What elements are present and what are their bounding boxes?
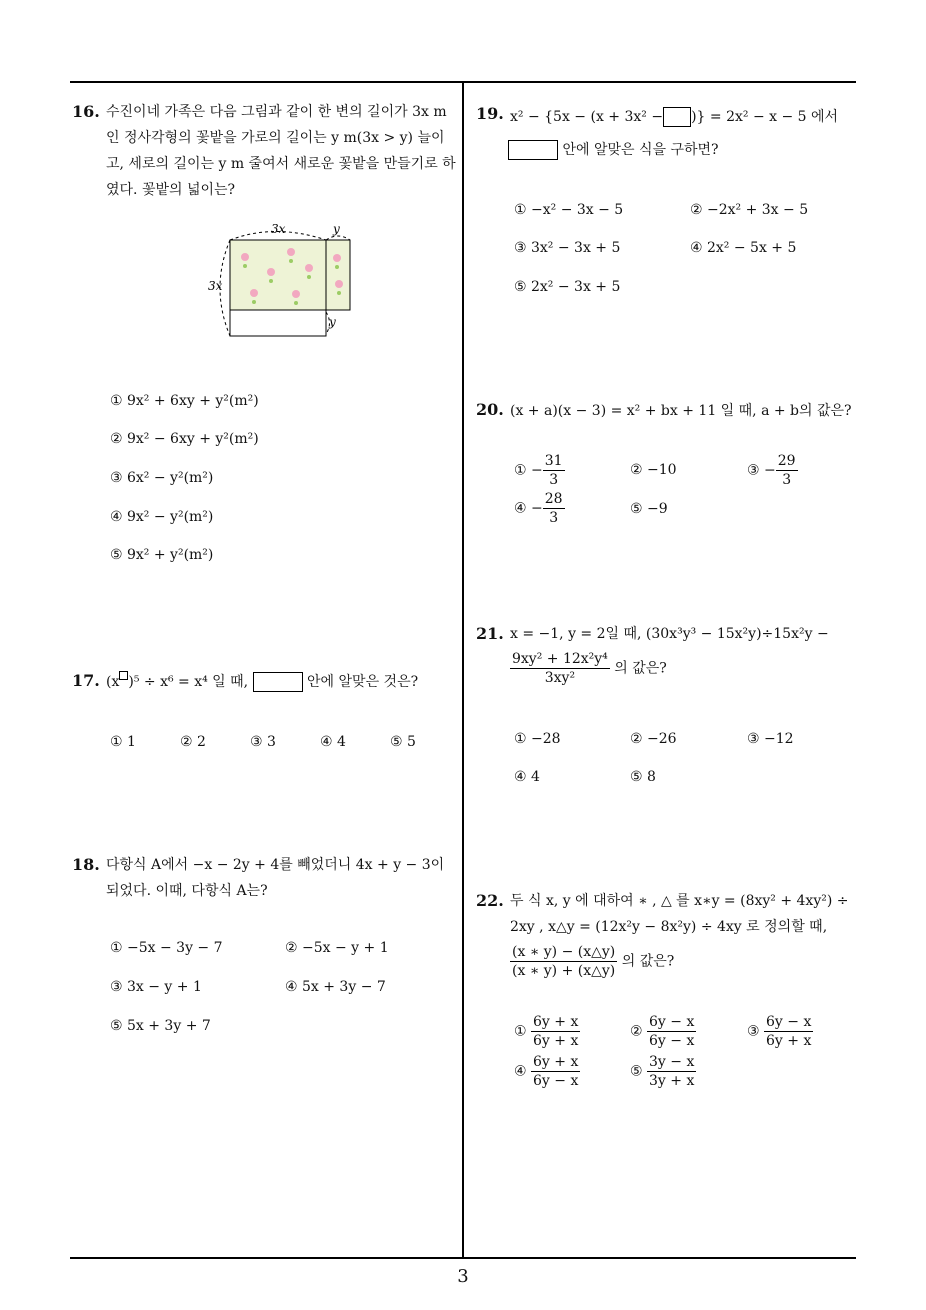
- q22-option-3[interactable]: [747, 1013, 813, 1050]
- q22-option-5-mark: ⑤: [630, 1063, 643, 1080]
- q21-fraction: [510, 650, 610, 687]
- q20-option-3-sign: −: [764, 462, 776, 479]
- q17-option-5[interactable]: ⑤ 5: [390, 734, 416, 750]
- q22-option-1-mark: ①: [514, 1023, 527, 1040]
- q20-number: 20.: [476, 400, 504, 419]
- q20-option-1-num: 31: [544, 453, 563, 469]
- q19-answer-box: [508, 140, 558, 160]
- q16-figure-side-label: 3x: [208, 279, 223, 293]
- q22-option-3-num: 6y − x: [766, 1014, 812, 1030]
- q20-option-3[interactable]: [747, 452, 798, 489]
- q20-option-4-sign: −: [531, 500, 543, 517]
- q22-option-2-num: 6y − x: [649, 1014, 695, 1030]
- q22-option-3-mark: ③: [747, 1023, 760, 1040]
- q17-text-b: )⁵ ÷ x⁶ = x⁴ 일 때,: [128, 674, 249, 690]
- q20-option-3-den: 3: [782, 472, 792, 488]
- q20-option-1-den: 3: [549, 472, 559, 488]
- q22-option-5[interactable]: [630, 1053, 696, 1090]
- q16-option-5[interactable]: ⑤ 9x² + y²(m²): [110, 547, 214, 563]
- q20-option-5[interactable]: [630, 501, 668, 517]
- bottom-rule: [70, 1257, 856, 1259]
- q22-option-5-frac: [647, 1053, 696, 1090]
- q21-option-2[interactable]: ② −26: [630, 731, 677, 747]
- q22-frac-den: (x ∗ y) + (x△y): [512, 963, 616, 979]
- q20-option-4[interactable]: [514, 490, 565, 527]
- q17-option-4[interactable]: ④ 4: [320, 734, 346, 750]
- q18-option-4[interactable]: ④ 5x + 3y − 7: [285, 979, 386, 995]
- q19-option-5[interactable]: ⑤ 2x² − 3x + 5: [514, 279, 621, 295]
- q21-number: 21.: [476, 624, 504, 643]
- q22-option-5-num: 3y − x: [649, 1054, 695, 1070]
- q20-option-1-frac: [543, 452, 565, 489]
- q22-option-1-num: 6y + x: [533, 1014, 579, 1030]
- q16-option-1[interactable]: ① 9x² + 6xy + y²(m²): [110, 393, 259, 409]
- q20-option-4-mark: ④: [514, 500, 527, 517]
- q16-figure: [205, 220, 355, 345]
- q22-option-2[interactable]: [630, 1013, 696, 1050]
- q19-number: 19.: [476, 104, 504, 123]
- q20-option-2-text: −10: [647, 462, 677, 478]
- q16-option-2[interactable]: ② 9x² − 6xy + y²(m²): [110, 431, 259, 447]
- q21-tail: 의 값은?: [614, 660, 667, 677]
- q19-inner-box: [663, 107, 691, 127]
- page-number: 3: [457, 1266, 469, 1287]
- q20-option-4-den: 3: [549, 510, 559, 526]
- q16-figure-top-label: 3x: [271, 222, 286, 236]
- q17-text-a: (x: [106, 674, 120, 690]
- q20-option-2-mark: ②: [630, 462, 643, 478]
- q20-text: (x + a)(x − 3) = x² + bx + 11 일 때, a + b의 값은?: [510, 403, 852, 419]
- q22-option-2-den: 6y − x: [649, 1033, 695, 1049]
- q16-figure-y-top: y: [333, 222, 340, 236]
- q21-option-5[interactable]: ⑤ 8: [630, 769, 656, 785]
- q17-text-c: 안에 알맞은 것은?: [307, 674, 419, 690]
- q20-option-3-frac: [776, 452, 798, 489]
- q19-expr-b: )} = 2x² − x − 5 에서: [691, 109, 839, 125]
- q20-option-4-frac: [543, 490, 565, 527]
- q19-line2: [508, 137, 719, 163]
- q21-option-4[interactable]: ④ 4: [514, 769, 540, 785]
- q19-line2-text: 안에 알맞은 식을 구하면?: [562, 142, 719, 158]
- q19-option-1[interactable]: ① −x² − 3x − 5: [514, 202, 624, 218]
- q20-option-2[interactable]: [630, 462, 677, 478]
- q20-option-3-num: 29: [777, 453, 796, 469]
- q22-frac-num: (x ∗ y) − (x△y): [512, 944, 616, 960]
- q17-option-3[interactable]: ③ 3: [250, 734, 276, 750]
- q22-number: 22.: [476, 891, 504, 910]
- q19-option-4[interactable]: ④ 2x² − 5x + 5: [690, 240, 797, 256]
- q22-line3: [510, 943, 674, 980]
- q21-option-1[interactable]: ① −28: [514, 731, 561, 747]
- column-divider: [462, 81, 464, 1259]
- q20-option-5-mark: ⑤: [630, 501, 643, 517]
- q22-tail: 의 값은?: [621, 953, 675, 970]
- q22-option-4-frac: [531, 1053, 580, 1090]
- q19-expr-a: x² − {5x − (x + 3x² −: [510, 109, 664, 125]
- q17-small-box: [119, 671, 128, 680]
- q22-option-4-num: 6y + x: [533, 1054, 579, 1070]
- q20-option-1-sign: −: [531, 462, 543, 479]
- q18-option-5[interactable]: ⑤ 5x + 3y + 7: [110, 1018, 211, 1034]
- q18-option-3[interactable]: ③ 3x − y + 1: [110, 979, 202, 995]
- q22-option-1-den: 6y + x: [533, 1033, 579, 1049]
- q21-line2: [510, 650, 667, 687]
- q22-option-1[interactable]: [514, 1013, 580, 1050]
- q22-option-4-mark: ④: [514, 1063, 527, 1080]
- q16-text: 수진이네 가족은 다음 그림과 같이 한 변의 길이가 3x m 인 정사각형의 꽃밭을 가로의 길이는 y m(3x > y) 늘이고, 세로의 길이는 y m 줄여서 새로운 꽃밭을 만들기로 하였다. 꽃밭의 넓이는?: [106, 104, 456, 198]
- q17-answer-box: [253, 672, 303, 692]
- q21-frac-num: 9xy² + 12x²y⁴: [512, 651, 608, 667]
- q22-option-2-frac: [647, 1013, 696, 1050]
- q20-option-4-num: 28: [544, 491, 563, 507]
- q16-figure-y-side: y: [329, 315, 336, 329]
- q19-line1: [510, 104, 860, 130]
- q22-option-1-frac: [531, 1013, 580, 1050]
- q21-frac-den: 3xy²: [544, 670, 576, 686]
- q22-option-4[interactable]: [514, 1053, 580, 1090]
- q21-option-3[interactable]: ③ −12: [747, 731, 794, 747]
- q22-option-4-den: 6y − x: [533, 1073, 579, 1089]
- q22-option-2-mark: ②: [630, 1023, 643, 1040]
- q22-line2: 2xy , x△y = (12x²y − 8x²y) ÷ 4xy 로 정의할 때,: [510, 919, 828, 935]
- q19-option-2[interactable]: ② −2x² + 3x − 5: [690, 202, 809, 218]
- q22-fraction: [510, 943, 617, 980]
- q17-option-1[interactable]: ① 1: [110, 734, 136, 750]
- q22-line1: 두 식 x, y 에 대하여 ∗ , △ 를 x∗y = (8xy² + 4xy²) ÷: [510, 893, 849, 909]
- q17-option-2[interactable]: ② 2: [180, 734, 206, 750]
- q18-text: 다항식 A에서 −x − 2y + 4를 빼었더니 4x + y − 3이 되었다. 이때, 다항식 A는?: [106, 857, 445, 899]
- q18-option-1[interactable]: ① −5x − 3y − 7: [110, 940, 223, 956]
- q20-option-3-mark: ③: [747, 462, 760, 479]
- q20-option-1-mark: ①: [514, 462, 527, 479]
- q22-option-5-den: 3y + x: [649, 1073, 695, 1089]
- q22-option-3-den: 6y + x: [766, 1033, 812, 1049]
- q16-number: 16.: [72, 102, 100, 121]
- q17-number: 17.: [72, 671, 100, 690]
- q20-option-1[interactable]: [514, 452, 565, 489]
- q16-option-4[interactable]: ④ 9x² − y²(m²): [110, 509, 214, 525]
- q18-option-2[interactable]: ② −5x − y + 1: [285, 940, 389, 956]
- q22-option-3-frac: [764, 1013, 813, 1050]
- q20-option-5-text: −9: [647, 501, 668, 517]
- q19-option-3[interactable]: ③ 3x² − 3x + 5: [514, 240, 621, 256]
- q17-text: [106, 669, 456, 695]
- q16-option-3[interactable]: ③ 6x² − y²(m²): [110, 470, 214, 486]
- q21-line1: x = −1, y = 2일 때, (30x³y³ − 15x²y)÷15x²y −: [510, 626, 829, 642]
- q18-number: 18.: [72, 855, 100, 874]
